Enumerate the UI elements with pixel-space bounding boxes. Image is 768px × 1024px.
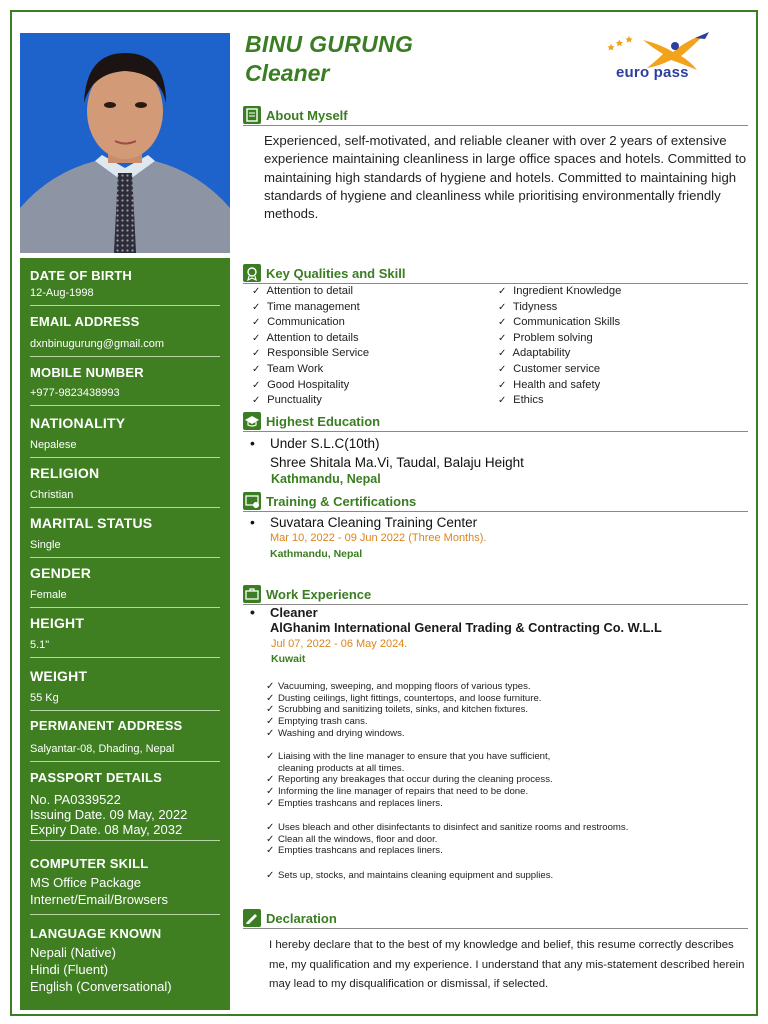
duty-text: Uses bleach and other disinfectants to disinfect and sanitize rooms and restrooms. bbox=[278, 822, 629, 833]
education-school: Shree Shitala Ma.Vi, Taudal, Balaju Height bbox=[270, 455, 524, 470]
education-location: Kathmandu, Nepal bbox=[271, 472, 381, 486]
work-role: • Cleaner bbox=[250, 604, 318, 620]
divider bbox=[30, 557, 220, 558]
skill-label: Good Hospitality bbox=[267, 378, 350, 391]
list-item bbox=[252, 315, 369, 331]
skill-label: Ingredient Knowledge bbox=[513, 285, 622, 297]
check-icon: ✓ bbox=[266, 681, 275, 692]
computer-skills bbox=[30, 871, 220, 908]
divider bbox=[243, 511, 748, 512]
list-item bbox=[252, 331, 369, 347]
check-icon: ✓ bbox=[498, 348, 507, 360]
check-icon: ✓ bbox=[266, 716, 275, 728]
divider bbox=[30, 840, 220, 841]
check-icon: ✓ bbox=[266, 692, 275, 704]
duty-continuation: cleaning products at all times. bbox=[278, 762, 405, 774]
gender-value: Female bbox=[30, 589, 67, 601]
list-item bbox=[266, 822, 628, 834]
address-value: Salyantar-08, Dhading, Nepal bbox=[30, 743, 175, 755]
list-item bbox=[266, 716, 541, 728]
religion-section bbox=[20, 463, 230, 513]
list-item bbox=[266, 693, 541, 705]
duty-text: Reporting any breakages that occur during the cleaning process. bbox=[278, 774, 553, 786]
education-level-text: Under S.L.C(10th) bbox=[270, 436, 380, 451]
training-section-header bbox=[243, 492, 748, 514]
check-icon: ✓ bbox=[252, 379, 261, 391]
work-company: AlGhanim International General Trading & Contracting Co. W.L.L bbox=[270, 620, 662, 635]
divider bbox=[30, 405, 220, 406]
education-icon bbox=[243, 412, 261, 430]
computer-skill-item: MS Office Package bbox=[30, 875, 142, 890]
check-icon: ✓ bbox=[266, 786, 275, 798]
education-entry bbox=[250, 434, 524, 486]
divider bbox=[30, 710, 220, 711]
about-section-header bbox=[243, 106, 748, 128]
divider bbox=[30, 457, 220, 458]
check-icon: ✓ bbox=[266, 870, 275, 881]
personal-details-sidebar bbox=[20, 258, 230, 1010]
divider bbox=[30, 761, 220, 762]
computer-section bbox=[20, 854, 230, 924]
email-value: dxnbinugurung@gmail.com bbox=[30, 338, 165, 350]
duty-text: Scrubbing and sanitizing toilets, sinks, and kitchen fixtures. bbox=[278, 704, 529, 716]
skills-section-header bbox=[243, 264, 748, 286]
skill-label: Customer service bbox=[513, 362, 601, 375]
check-icon: ✓ bbox=[266, 822, 275, 833]
divider bbox=[243, 431, 748, 432]
check-icon: ✓ bbox=[266, 751, 275, 762]
check-icon: ✓ bbox=[498, 301, 507, 313]
training-icon bbox=[243, 492, 261, 510]
check-icon: ✓ bbox=[498, 379, 507, 391]
check-icon: ✓ bbox=[252, 348, 261, 360]
passport-issue-date: Issuing Date. 09 May, 2022 bbox=[30, 807, 188, 822]
passport-expiry-date: Expiry Date. 08 May, 2032 bbox=[30, 822, 183, 837]
passport-number: No. PA0339522 bbox=[30, 792, 121, 807]
list-item bbox=[266, 845, 628, 857]
language-item: English (Conversational) bbox=[30, 979, 172, 994]
job-title: Cleaner bbox=[245, 60, 330, 86]
divider bbox=[30, 607, 220, 608]
skill-label: Attention to details bbox=[266, 331, 359, 344]
skills-icon bbox=[243, 264, 261, 282]
list-item bbox=[266, 774, 553, 786]
education-heading: Highest Education bbox=[266, 414, 381, 429]
skill-label: Attention to detail bbox=[266, 285, 353, 297]
passport-label: PASSPORT DETAILS bbox=[30, 770, 163, 785]
europass-logo-icon bbox=[605, 30, 730, 90]
list-item bbox=[266, 834, 628, 846]
about-text: Experienced, self-motivated, and reliable cleaner with over 2 years of extensive experience maintaining cleanliness in large office spaces and hotels. Committed to maintaining high standards of hygiene and hotels. Committed to maintaining high standards of hygiene and cleanliness while prioritising environmentally friendly methods. bbox=[264, 133, 747, 222]
list-item bbox=[498, 284, 621, 300]
check-icon: ✓ bbox=[266, 833, 275, 845]
gender-label: GENDER bbox=[30, 565, 92, 581]
work-location: Kuwait bbox=[271, 653, 306, 665]
declaration-section-header bbox=[243, 909, 748, 931]
mobile-label: MOBILE NUMBER bbox=[30, 365, 144, 380]
language-item: Hindi (Fluent) bbox=[30, 962, 109, 977]
skill-label: Adaptability bbox=[512, 347, 571, 360]
skills-left-list bbox=[252, 284, 369, 409]
list-item bbox=[252, 393, 369, 409]
check-icon: ✓ bbox=[498, 317, 507, 329]
nationality-value: Nepalese bbox=[30, 439, 77, 451]
training-center-text: Suvatara Cleaning Training Center bbox=[270, 515, 478, 530]
check-icon: ✓ bbox=[498, 286, 507, 297]
skill-label: Communication Skills bbox=[513, 316, 621, 329]
height-section bbox=[20, 613, 230, 666]
list-item bbox=[498, 300, 621, 316]
skill-label: Ethics bbox=[513, 394, 544, 407]
dob-label: DATE OF BIRTH bbox=[30, 268, 133, 283]
weight-value: 55 Kg bbox=[30, 692, 59, 704]
declaration-heading: Declaration bbox=[266, 911, 337, 926]
religion-value: Christian bbox=[30, 489, 74, 501]
work-duties-group-3 bbox=[266, 822, 628, 857]
work-role-text: Cleaner bbox=[270, 605, 318, 620]
work-dates: Jul 07, 2022 - 06 May 2024. bbox=[271, 638, 408, 650]
work-entry bbox=[250, 605, 662, 665]
divider bbox=[30, 507, 220, 508]
declaration-icon bbox=[243, 909, 261, 927]
languages bbox=[30, 941, 220, 995]
about-icon bbox=[243, 106, 261, 124]
computer-label: COMPUTER SKILL bbox=[30, 856, 149, 871]
work-heading: Work Experience bbox=[266, 587, 372, 602]
about-heading: About Myself bbox=[266, 108, 348, 123]
divider bbox=[30, 356, 220, 357]
duty-text: Empties trashcans and replaces liners. bbox=[278, 797, 443, 809]
marital-value: Single bbox=[30, 539, 61, 551]
duty-text: Emptying trash cans. bbox=[278, 716, 368, 728]
divider bbox=[243, 928, 748, 929]
check-icon: ✓ bbox=[252, 317, 261, 329]
declaration-text: I hereby declare that to the best of my knowledge and belief, this resume correctly describes me, my qualification and my experience. I understand that any mis-statement described herein may lead to my disqualification or dismissal, if selected. bbox=[269, 939, 745, 990]
check-icon: ✓ bbox=[266, 727, 275, 739]
check-icon: ✓ bbox=[252, 363, 261, 375]
education-section-header bbox=[243, 412, 748, 434]
skills-heading: Key Qualities and Skill bbox=[266, 266, 406, 281]
check-icon: ✓ bbox=[498, 332, 507, 344]
training-heading: Training & Certifications bbox=[266, 494, 417, 509]
check-icon: ✓ bbox=[266, 704, 275, 716]
duty-text: Informing the line manager of repairs that need to be done. bbox=[278, 786, 529, 798]
education-level: • Under S.L.C(10th) bbox=[250, 435, 380, 451]
skill-label: Responsible Service bbox=[267, 347, 370, 360]
email-section bbox=[20, 312, 230, 363]
nationality-section bbox=[20, 413, 230, 463]
duty-text: Washing and drying windows. bbox=[278, 727, 405, 739]
duty-text: Vacuuming, sweeping, and mopping floors of various types. bbox=[278, 681, 531, 692]
divider bbox=[243, 125, 748, 126]
list-item bbox=[266, 681, 541, 693]
dob-value: 12-Aug-1998 bbox=[30, 287, 94, 299]
check-icon: ✓ bbox=[266, 774, 275, 786]
language-label: LANGUAGE KNOWN bbox=[30, 926, 162, 941]
duty-text: Liaising with the line manager to ensure that you have sufficient, bbox=[278, 751, 551, 762]
gender-section bbox=[20, 563, 230, 613]
list-item bbox=[498, 331, 621, 347]
list-item bbox=[252, 378, 369, 394]
work-section-header bbox=[243, 585, 748, 607]
weight-section bbox=[20, 666, 230, 716]
check-icon: ✓ bbox=[498, 395, 507, 407]
work-icon bbox=[243, 585, 261, 603]
check-icon: ✓ bbox=[498, 363, 507, 375]
divider bbox=[30, 657, 220, 658]
list-item bbox=[252, 300, 369, 316]
training-center: • Suvatara Cleaning Training Center bbox=[250, 514, 478, 530]
profile-photo bbox=[20, 33, 230, 253]
skill-label: Health and safety bbox=[513, 378, 601, 391]
language-item: Nepali (Native) bbox=[30, 945, 116, 960]
address-section bbox=[20, 716, 230, 768]
duty-text: Clean all the windows, floor and door. bbox=[278, 833, 438, 845]
list-item bbox=[266, 798, 553, 810]
nationality-label: NATIONALITY bbox=[30, 415, 126, 431]
skills-right-list bbox=[498, 284, 621, 409]
passport-section bbox=[20, 768, 230, 854]
list-item bbox=[266, 751, 553, 763]
check-icon: ✓ bbox=[252, 301, 261, 313]
religion-label: RELIGION bbox=[30, 465, 100, 481]
skill-label: Punctuality bbox=[267, 394, 322, 407]
skill-label: Problem solving bbox=[513, 331, 593, 344]
duty-text: Dusting ceilings, light fittings, countertops, and loose furniture. bbox=[278, 692, 542, 704]
dob-section bbox=[20, 266, 230, 312]
language-section bbox=[20, 924, 230, 995]
height-value: 5.1" bbox=[30, 639, 50, 651]
list-item bbox=[266, 704, 541, 716]
email-label: EMAIL ADDRESS bbox=[30, 314, 140, 329]
check-icon: ✓ bbox=[252, 395, 261, 407]
training-entry bbox=[250, 513, 486, 560]
check-icon: ✓ bbox=[266, 845, 275, 857]
check-icon: ✓ bbox=[252, 286, 261, 297]
list-item bbox=[498, 393, 621, 409]
computer-skill-item: Internet/Email/Browsers bbox=[30, 892, 168, 907]
mobile-section bbox=[20, 363, 230, 413]
check-icon: ✓ bbox=[252, 332, 261, 344]
training-location: Kathmandu, Nepal bbox=[270, 548, 363, 560]
candidate-name: BINU GURUNG bbox=[245, 31, 414, 57]
mobile-value: +977-9823438993 bbox=[30, 387, 120, 399]
list-item bbox=[266, 728, 541, 740]
divider bbox=[30, 305, 220, 306]
list-item bbox=[498, 362, 621, 378]
list-item bbox=[498, 378, 621, 394]
training-dates: Mar 10, 2022 - 09 Jun 2022 (Three Months). bbox=[270, 532, 487, 544]
list-item bbox=[498, 346, 621, 362]
list-item bbox=[266, 870, 553, 882]
duty-text: Empties trashcans and replaces liners. bbox=[278, 845, 443, 857]
duty-text: Sets up, stocks, and maintains cleaning equipment and supplies. bbox=[278, 870, 554, 881]
skill-label: Time management bbox=[266, 300, 360, 313]
height-label: HEIGHT bbox=[30, 615, 85, 631]
list-item bbox=[266, 786, 553, 798]
work-duties-group-2 bbox=[266, 751, 553, 810]
work-duties-group-1 bbox=[266, 681, 541, 740]
marital-section bbox=[20, 513, 230, 563]
marital-label: MARITAL STATUS bbox=[30, 515, 153, 531]
weight-label: WEIGHT bbox=[30, 668, 88, 684]
work-duties-group-4 bbox=[266, 870, 553, 882]
skill-label: Team Work bbox=[266, 362, 324, 375]
check-icon: ✓ bbox=[266, 797, 275, 809]
list-item bbox=[252, 284, 369, 300]
list-item bbox=[498, 315, 621, 331]
divider bbox=[30, 914, 220, 915]
skill-label: Tidyness bbox=[512, 300, 558, 313]
europass-logo-text: euro pass bbox=[616, 64, 689, 81]
list-item bbox=[252, 362, 369, 378]
address-label: PERMANENT ADDRESS bbox=[30, 718, 183, 733]
passport-details bbox=[30, 785, 220, 837]
skill-label: Communication bbox=[267, 316, 345, 329]
list-item bbox=[252, 346, 369, 362]
